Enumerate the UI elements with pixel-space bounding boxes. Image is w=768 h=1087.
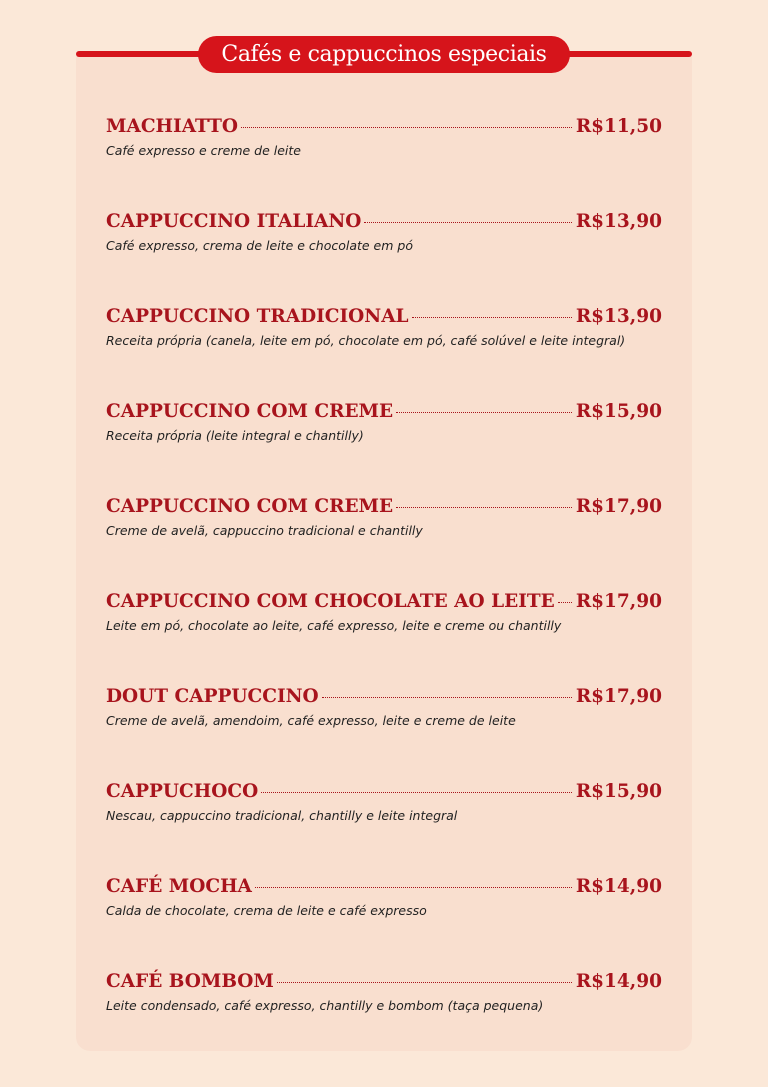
- item-description: Café expresso, crema de leite e chocolate em pó: [106, 238, 413, 253]
- dot-leader: [261, 792, 572, 793]
- item-price: R$14,90: [575, 971, 662, 992]
- item-price: R$17,90: [575, 686, 662, 707]
- item-price: R$17,90: [575, 496, 662, 517]
- dot-leader: [241, 127, 572, 128]
- item-name: CAPPUCCINO TRADICIONAL: [106, 306, 409, 327]
- item-name: CAPPUCHOCO: [106, 781, 259, 802]
- item-name: CAPPUCCINO COM CREME: [106, 401, 394, 422]
- dot-leader: [364, 222, 571, 223]
- item-description: Café expresso e creme de leite: [106, 143, 301, 158]
- item-name: CAPPUCCINO COM CHOCOLATE AO LEITE: [106, 591, 555, 612]
- dot-leader: [255, 887, 572, 888]
- item-price: R$14,90: [575, 876, 662, 897]
- menu-item: [106, 777, 662, 872]
- menu-item: [106, 397, 662, 492]
- item-price: R$15,90: [575, 781, 662, 802]
- item-price: R$17,90: [575, 591, 662, 612]
- menu-items-list: [106, 112, 662, 1062]
- item-description: Nescau, cappuccino tradicional, chantilly e leite integral: [106, 808, 458, 823]
- item-price: R$13,90: [575, 211, 662, 232]
- item-description: Leite em pó, chocolate ao leite, café expresso, leite e creme ou chantilly: [106, 618, 562, 633]
- item-description: Receita própria (leite integral e chantilly): [106, 428, 364, 443]
- menu-item: [106, 302, 662, 397]
- menu-item: [106, 112, 662, 207]
- item-price: R$11,50: [575, 116, 662, 137]
- menu-title: Cafés e cappuccinos especiais: [198, 36, 570, 73]
- menu-item: [106, 967, 662, 1062]
- item-description: Creme de avelã, amendoim, café expresso, leite e creme de leite: [106, 713, 516, 728]
- item-price: R$13,90: [575, 306, 662, 327]
- item-name: CAPPUCCINO ITALIANO: [106, 211, 362, 232]
- dot-leader: [277, 982, 572, 983]
- dot-leader: [412, 317, 572, 318]
- menu-item: [106, 872, 662, 967]
- item-description: Receita própria (canela, leite em pó, chocolate em pó, café solúvel e leite integral): [106, 333, 626, 348]
- item-description: Leite condensado, café expresso, chantilly e bombom (taça pequena): [106, 998, 544, 1013]
- item-description: Creme de avelã, cappuccino tradicional e chantilly: [106, 523, 423, 538]
- item-name: CAPPUCCINO COM CREME: [106, 496, 394, 517]
- menu-item: [106, 492, 662, 587]
- item-price: R$15,90: [575, 401, 662, 422]
- dot-leader: [558, 602, 572, 603]
- dot-leader: [396, 507, 572, 508]
- menu-item: [106, 587, 662, 682]
- item-name: CAFÉ BOMBOM: [106, 971, 274, 992]
- item-description: Calda de chocolate, crema de leite e café expresso: [106, 903, 427, 918]
- item-name: MACHIATTO: [106, 116, 239, 137]
- menu-item: [106, 207, 662, 302]
- item-name: CAFÉ MOCHA: [106, 876, 252, 897]
- dot-leader: [322, 697, 572, 698]
- item-name: DOUT CAPPUCCINO: [106, 686, 319, 707]
- dot-leader: [396, 412, 572, 413]
- menu-item: [106, 682, 662, 777]
